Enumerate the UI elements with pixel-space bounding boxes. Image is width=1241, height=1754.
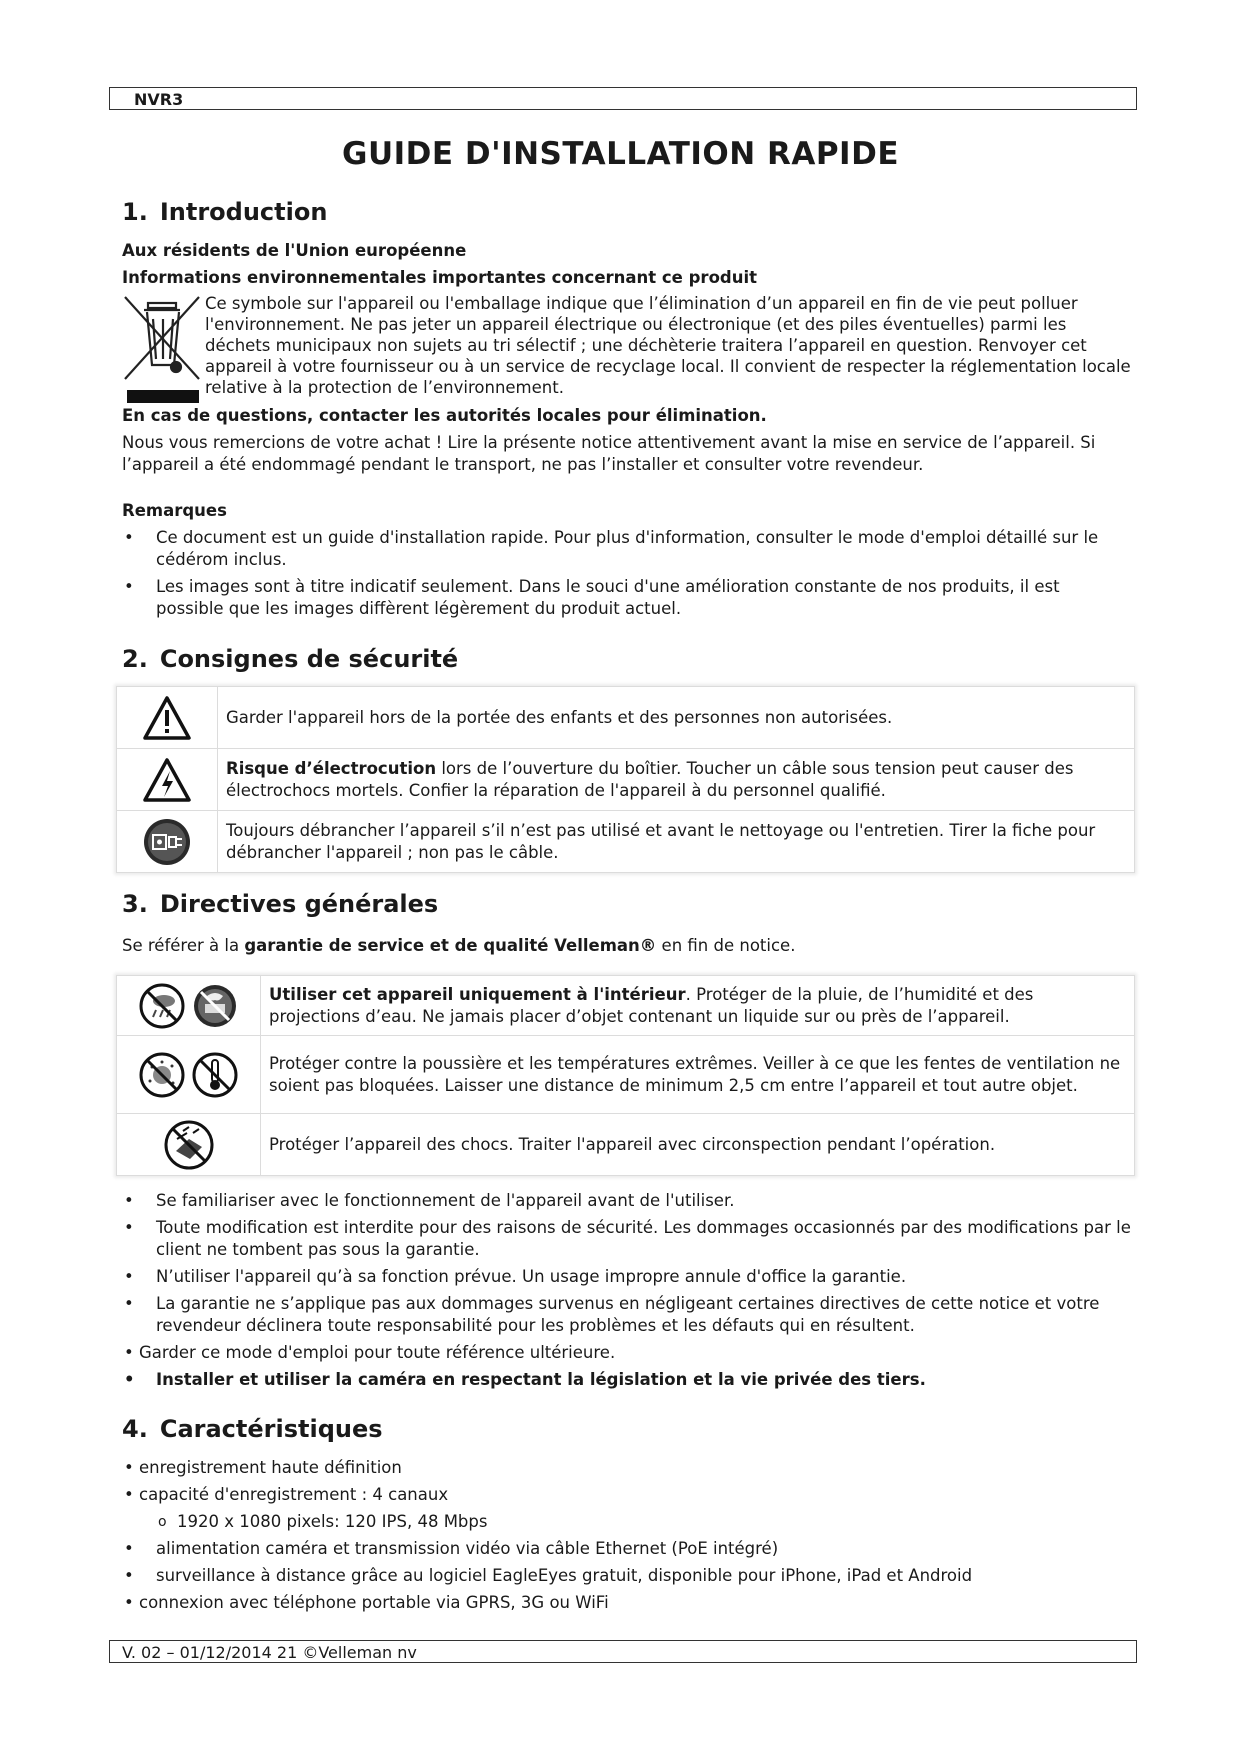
list-item: • La garantie ne s’applique pas aux dommages survenus en négligeant certaines directives de cette notice et votre revendeur déclinera toute responsabilité pour les problèmes et les défauts qui en résultent. bbox=[122, 1293, 1132, 1337]
guideline-text-2: Protéger contre la poussière et les températures extrêmes. Veiller à ce que les fentes de ventilation ne soient pas bloquées. Laisser une distance de minimum 2,5 cm entre l’appareil et tout autre objet. bbox=[261, 1036, 1135, 1114]
no-temperature-icon bbox=[191, 1051, 239, 1099]
questions-text: En cas de questions, contacter les autorités locales pour élimination. bbox=[122, 406, 767, 425]
table-row bbox=[117, 1036, 1135, 1114]
section-features-heading: 4. Caractéristiques bbox=[122, 1415, 383, 1443]
features-list bbox=[122, 1457, 1132, 1619]
list-item: • Se familiariser avec le fonctionnement de l'appareil avant de l'utiliser. bbox=[122, 1190, 1132, 1212]
guideline-text-3: Protéger l’appareil des chocs. Traiter l'appareil avec circonspection pendant l’opération. bbox=[261, 1114, 1135, 1176]
env-text: Ce symbole sur l'appareil ou l'emballage indique que l’élimination d’un appareil en fin de vie peut polluer l'environnement. Ne pas jeter un appareil électrique ou électronique (et des piles éventuelles) parmi les déchets municipaux non sujets au tri sélectif ; une déchèterie traitera l’appareil en question. Renvoyer cet appareil à votre fournisseur ou à un service de recyclage local. Il convient de respecter la réglementation locale relative à la protection de l’environnement. bbox=[205, 294, 1131, 397]
list-item: • enregistrement haute définition bbox=[122, 1457, 1132, 1479]
list-item: • Garder ce mode d'emploi pour toute référence ultérieure. bbox=[122, 1342, 1132, 1364]
footer-bar bbox=[109, 1640, 1137, 1663]
list-item: • alimentation caméra et transmission vidéo via câble Ethernet (PoE intégré) bbox=[122, 1538, 1132, 1560]
unplug-icon bbox=[142, 817, 192, 867]
header-bar bbox=[109, 87, 1137, 110]
list-item: • Installer et utiliser la caméra en respectant la législation et la vie privée des tiers. bbox=[122, 1369, 1132, 1391]
page-title: GUIDE D'INSTALLATION RAPIDE bbox=[342, 136, 899, 172]
list-item: o 1920 x 1080 pixels: 120 IPS, 48 Mbps bbox=[122, 1511, 1132, 1533]
section-intro-heading: 1. Introduction bbox=[122, 198, 328, 226]
no-rain-icon bbox=[138, 982, 186, 1030]
indoor-use-label: Utiliser cet appareil uniquement à l'intérieur bbox=[269, 984, 686, 1004]
safety-text-2: lors de l’ouverture du boîtier. Toucher un câble sous tension peut causer des électrochocs mortels. Confier la réparation de l'appareil à du personnel qualifié. bbox=[226, 758, 1074, 800]
table-row bbox=[117, 811, 1135, 873]
section-general-heading: 3. Directives générales bbox=[122, 890, 439, 918]
shock-risk-label: Risque d’électrocution bbox=[226, 758, 437, 778]
section-safety-heading: 2. Consignes de sécurité bbox=[122, 645, 459, 673]
list-item: • connexion avec téléphone portable via GPRS, 3G ou WiFi bbox=[122, 1592, 1132, 1614]
weee-bin-icon bbox=[122, 293, 202, 405]
safety-table bbox=[116, 686, 1135, 873]
electric-shock-icon bbox=[142, 757, 192, 803]
warranty-reference: Se référer à la garantie de service et de qualité Velleman® en fin de notice. bbox=[122, 936, 796, 955]
table-row bbox=[117, 687, 1135, 749]
no-dust-icon bbox=[138, 1051, 186, 1099]
list-item: • Ce document est un guide d'installation rapide. Pour plus d'information, consulter le mode d'emploi détaillé sur le cédérom inclus. bbox=[122, 527, 1132, 571]
remarks-heading: Remarques bbox=[122, 501, 227, 520]
remarks-list bbox=[122, 527, 1132, 625]
list-item: • N’utiliser l'appareil qu’à sa fonction prévue. Un usage impropre annule d'office la garantie. bbox=[122, 1266, 1132, 1288]
model-name: NVR3 bbox=[134, 90, 184, 109]
footer-text: V. 02 – 01/12/2014 21 ©Velleman nv bbox=[122, 1643, 417, 1662]
env-heading: Informations environnementales importantes concernant ce produit bbox=[122, 268, 758, 287]
warning-triangle-icon bbox=[142, 695, 192, 741]
thanks-text: Nous vous remercions de votre achat ! Lire la présente notice attentivement avant la mise en service de l’appareil. Si l’appareil a été endommagé pendant le transport, ne pas l’installer et consulter votre revendeur. bbox=[122, 433, 1096, 474]
safety-text-1: Garder l'appareil hors de la portée des enfants et des personnes non autorisées. bbox=[218, 687, 1135, 749]
list-item: • capacité d'enregistrement : 4 canaux bbox=[122, 1484, 1132, 1506]
safety-text-3: Toujours débrancher l’appareil s’il n’est pas utilisé et avant le nettoyage ou l'entretien. Tirer la fiche pour débrancher l'appareil ; non pas le câble. bbox=[218, 811, 1135, 873]
list-item: • surveillance à distance grâce au logiciel EagleEyes gratuit, disponible pour iPhone, iPad et Android bbox=[122, 1565, 1132, 1587]
list-item: • Toute modification est interdite pour des raisons de sécurité. Les dommages occasionnés par des modifications par le client ne tombent pas sous la garantie. bbox=[122, 1217, 1132, 1261]
table-row bbox=[117, 976, 1135, 1036]
list-item: • Les images sont à titre indicatif seulement. Dans le souci d'une amélioration constante de nos produits, il est possible que les images diffèrent légèrement du produit actuel. bbox=[122, 576, 1132, 620]
no-splash-icon bbox=[191, 982, 239, 1030]
guidelines-table bbox=[116, 975, 1135, 1176]
eu-heading: Aux résidents de l'Union européenne bbox=[122, 241, 467, 260]
guideline-text-1: . Protéger de la pluie, de l’humidité et des projections d’eau. Ne jamais placer d’objet contenant un liquide sur ou près de l’appareil. bbox=[269, 984, 1034, 1026]
no-shock-icon bbox=[163, 1119, 215, 1171]
table-row bbox=[117, 749, 1135, 811]
table-row bbox=[117, 1114, 1135, 1176]
general-guidelines-list bbox=[122, 1190, 1132, 1396]
